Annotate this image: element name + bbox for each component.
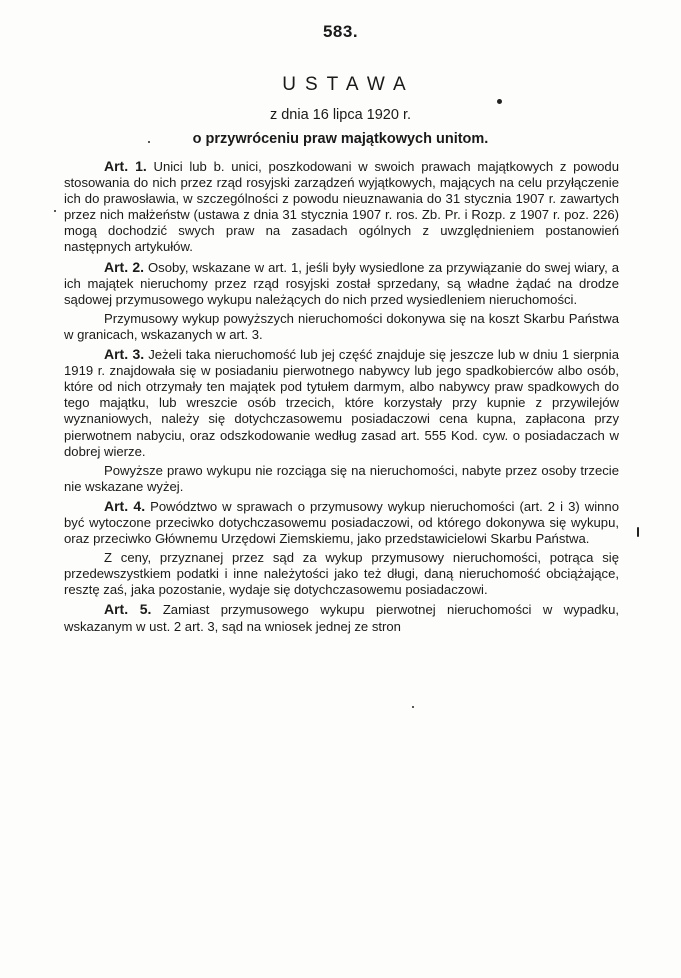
article-label: Art. 4. [104, 497, 146, 514]
page-number: 583. [322, 22, 359, 41]
article-5 [64, 601, 619, 634]
article-label: Art. 2. [104, 258, 145, 275]
scan-speck [497, 99, 502, 104]
article-label: Art. 3. [104, 346, 145, 363]
article-4 [64, 498, 619, 547]
article-label: Art. 1. [104, 158, 147, 174]
article-text: Powództwo w sprawach o przymusowy wykup nieruchomości (art. 2 i 3) winno być wytoczone przeciwko dotychczasowemu posiadaczowi, od którego dokonywa się wykupu, oraz przeciwko Głównemu Urzędowi Ziemskiemu, jako przedstawicielowi Skarbu Państwa. [64, 498, 619, 547]
article-3 [64, 346, 619, 460]
article-text: Osoby, wskazane w art. 1, jeśli były wysiedlone za przywiązanie do swej wiary, a ich majątek nieruchomy przez rząd rosyjski został sprzedany, są władne żądać na drodze sądowej przymusowego wykupu należących do nich przed wysiedleniem nieruchomości. [64, 259, 619, 307]
document-title: o przywróceniu praw majątkowych unitom. [192, 131, 489, 147]
article-text: Zamiast przymusowego wykupu pierwotnej nieruchomości w wypadku, wskazanym w ust. 2 art. 3, sąd na wniosek jednej ze stron [64, 602, 619, 634]
article-2 [64, 259, 619, 308]
article-2-continuation: Przymusowy wykup powyższych nieruchomości dokonywa się na koszt Skarbu Państwa w granicach, wskazanych w art. 3. [64, 310, 619, 342]
article-3-continuation: Powyższe prawo wykupu nie rozciąga się na nieruchomości, nabyte przez osoby trzecie nie wskazane wyżej. [64, 462, 619, 494]
scan-speck [148, 141, 150, 143]
article-text: Unici lub b. unici, poszkodowani w swoich prawach majątkowych z powodu stosowania do nich przez rząd rosyjski zarządzeń wyjątkowych, mających na celu przyłączenie ich do prawosławia, w szczególności z powodu nieuznawania do 31 stycznia 1907 r. zawartych przez nich małżeństw (ustawa z dnia 31 stycznia 1907 r. ros. Zb. Pr. i Rozp. z 1907 r. poz. 226) mogą dochodzić swych praw na zasadach ogólnych z uwzględnieniem postanowień następnych artykułów. [64, 159, 619, 255]
scan-speck [637, 527, 639, 537]
article-4-continuation: Z ceny, przyznanej przez sąd za wykup przymusowy nieruchomości, potrąca się przedewszystkiem podatki i inne należytości jako też długi, daną nieruchomość obciążające, resztę zaś, jaka pozostanie, wydaje się dotychczasowemu posiadaczowi. [64, 550, 619, 598]
article-1 [64, 158, 619, 256]
document-body [64, 158, 619, 638]
article-label: Art. 5. [104, 601, 152, 618]
document-type-heading: USTAWA [282, 74, 415, 95]
document-date: z dnia 16 lipca 1920 r. [269, 107, 412, 123]
scan-speck [54, 210, 56, 212]
article-text: Jeżeli taka nieruchomość lub jej część znajduje się jeszcze lub w dniu 1 sierpnia 1919 r. znajdowała się w posiadaniu pierwotnego nabywcy lub jego spadkobierców albo osób, które od nich otrzymały ten majątek pod tytułem darmym, albo nabywcy praw spadkowych do tego majątku, lub wreszcie osób trzecich, które korzystały przy kupnie z przywilejów wyznaniowych, należy się dotychczasowemu posiadaczowi cena kupna, zapłacona przy pierwotnem nabyciu, oraz odszkodowanie według zasad art. 555 Kod. cyw. o posiadaczach w dobrej wierze. [64, 347, 619, 459]
scan-speck [412, 706, 414, 708]
